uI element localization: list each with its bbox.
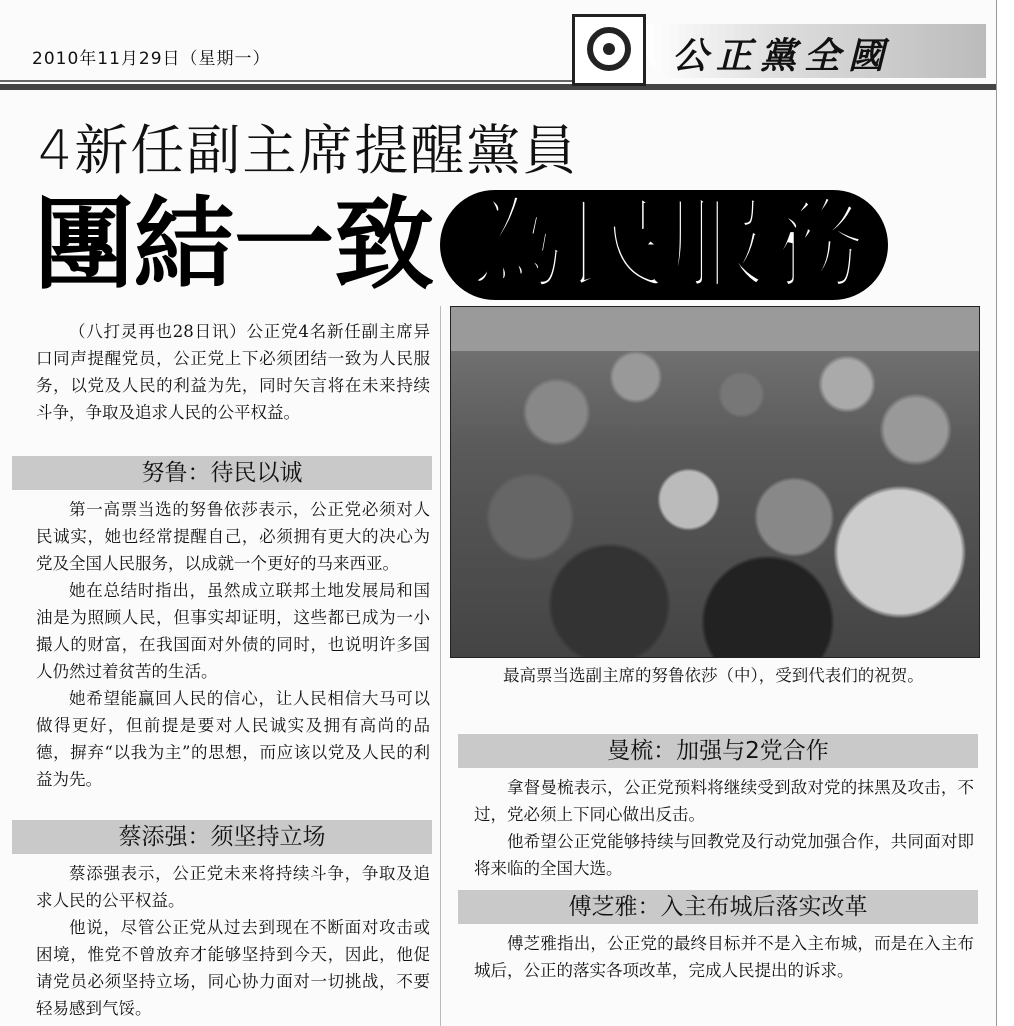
paragraph: 蔡添强表示，公正党未来将持续斗争，争取及追求人民的公平权益。: [36, 864, 430, 910]
news-photo: [450, 306, 980, 658]
paragraph: 傅芝雅指出，公正党的最终目标并不是入主布城，而是在入主布城后，公正的落实各项改革，完成人民提出的诉求。: [474, 934, 974, 980]
section-nurul-body: [36, 496, 430, 793]
publication-date: 2010年11月29日（星期一）: [32, 49, 271, 69]
scan-edge: [996, 0, 1014, 1026]
headline-kicker: 4新任副主席提醒黨員: [38, 119, 579, 182]
party-logo-icon: [572, 14, 646, 86]
section-fuziah-body: [474, 930, 974, 984]
subheading-fuziah: 傅芝雅：入主布城后落实改革: [458, 890, 978, 924]
paragraph: 拿督曼梳表示，公正党预料将继续受到敌对党的抹黑及攻击，不过，党必须上下同心做出反击。: [474, 778, 974, 824]
headline-part-2: 為民服務: [440, 190, 888, 300]
logo-dot: [603, 43, 615, 55]
paragraph: 她希望能赢回人民的信心，让人民相信大马可以做得更好，但前提是要对人民诚实及拥有高尚的品德，摒弃“以我为主”的思想，而应该以党及人民的利益为先。: [36, 689, 430, 789]
main-headline: [34, 186, 888, 303]
crowd-photo-image: [451, 307, 979, 657]
subheading-nurul: 努鲁：待民以诚: [12, 456, 432, 490]
photo-background-wall: [451, 307, 979, 351]
lead-paragraph: （八打灵再也28日讯）公正党4名新任副主席异口同声提醒党员，公正党上下必须团结一致为人民服务，以党及人民的利益为先，同时矢言将在未来持续斗争，争取及追求人民的公平权益。: [36, 322, 430, 422]
section-name: 公正黨全國: [672, 36, 893, 77]
subheading-chua: 蔡添强：须坚持立场: [12, 820, 432, 854]
photo-caption: 最高票当选副主席的努鲁依莎（中），受到代表们的祝贺。: [503, 666, 924, 685]
header-rule: [0, 84, 1000, 90]
paragraph: 她在总结时指出，虽然成立联邦土地发展局和国油是为照顾人民，但事实却证明，这些都已成为一小撮人的财富，在我国面对外债的同时，也说明许多国人仍然过着贫苦的生活。: [36, 581, 430, 681]
column-divider: [440, 306, 441, 1026]
section-mansor-body: [474, 774, 974, 882]
headline-part-1: 團結一致: [34, 186, 434, 303]
section-chua-body: [36, 860, 430, 1022]
paragraph: 他说，尽管公正党从过去到现在不断面对攻击或困境，惟党不曾放弃才能够坚持到今天，因此，他促请党员必须坚持立场，同心协力面对一切挑战，不要轻易感到气馁。: [36, 918, 430, 1018]
header-rule-thin: [0, 80, 640, 82]
paragraph: 他希望公正党能够持续与回教党及行动党加强合作，共同面对即将来临的全国大选。: [474, 832, 974, 878]
subheading-mansor: 曼梳：加强与2党合作: [458, 734, 978, 768]
paragraph: 第一高票当选的努鲁依莎表示，公正党必须对人民诚实，她也经常提醒自己，必须拥有更大的决心为党及全国人民服务，以成就一个更好的马来西亚。: [36, 500, 430, 573]
